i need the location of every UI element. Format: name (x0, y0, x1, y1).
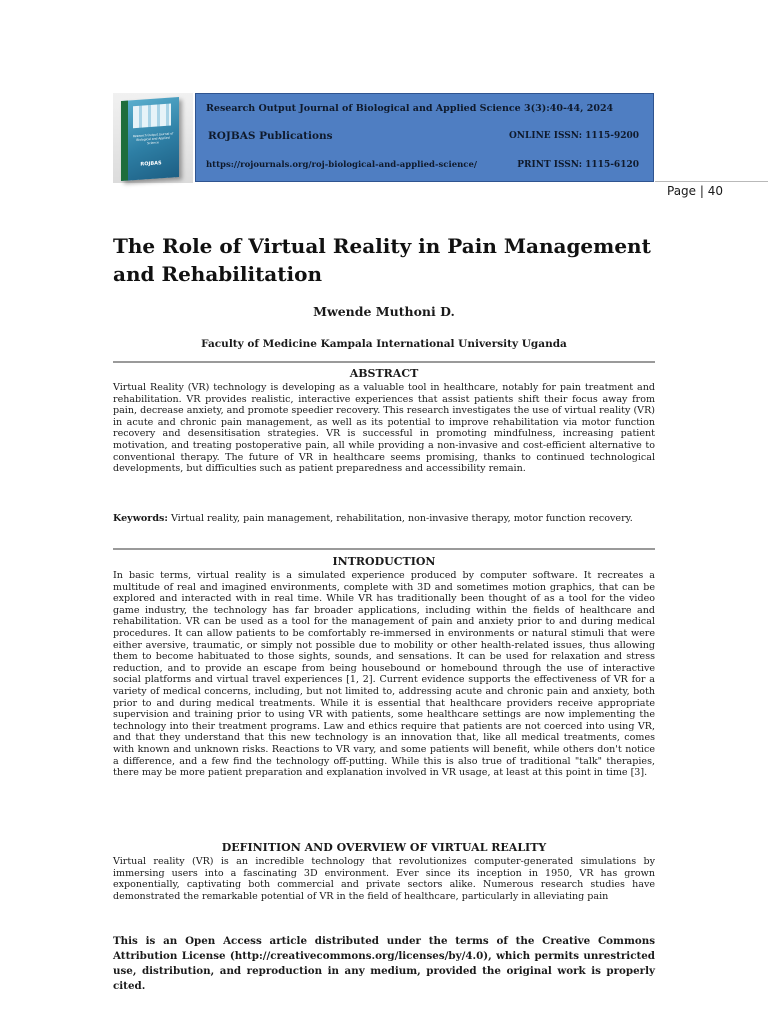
definition-text: Virtual reality (VR) is an incredible technology that revolutionizes computer-generated simulations by immersing users into a fascinating 3D environment. Ever since its inception in 1950, VR has grown exponentially, captivating both commercial and private sectors alike. Numerous research studies have demonstrated the remarkable potential of VR in the field of healthcare, particularly in alleviating pain (113, 856, 655, 902)
publisher-name: ROJBAS Publications (208, 130, 333, 142)
author-affiliation: Faculty of Medicine Kampala International University Uganda (201, 338, 567, 350)
print-issn: PRINT ISSN: 1115-6120 (517, 160, 639, 170)
introduction-heading: INTRODUCTION (332, 555, 436, 568)
page-number-rule (655, 181, 768, 182)
journal-citation: Research Output Journal of Biological and Applied Science 3(3):40-44, 2024 (206, 103, 614, 114)
keywords-line (113, 513, 655, 525)
introduction-text: In basic terms, virtual reality is a simulated experience produced by computer software. It recreates a multitude of real and imagined environments, complete with 3D and sometimes motion graphics, that can be explored and interacted with in real time. While VR has traditionally been thought of as a tool for the video game industry, the technology has far broader applications, including within the fields of healthcare and rehabilitation. VR can be used as a tool for the management of pain and anxiety prior to and during medical procedures. It can allow patients to be comfortably re-immersed in environments or natural stimuli that were either aversive, traumatic, or simply not possible due to mobility or other health-related issues, thus allowing them to become habituated to those sights, sounds, and sensations. It can be used for relaxation and stress reduction, and to provide an escape from being housebound or homebound through the use of interactive social platforms and virtual travel experiences [1, 2]. Current evidence supports the effectiveness of VR for a variety of medical concerns, including, but not limited to, addressing acute and chronic pain and anxiety, both prior to and during medical treatments. While it is essential that healthcare providers receive appropriate supervision and training prior to using VR with patients, some healthcare settings are now implementing the technology into their treatment programs. Law and ethics require that patients are not coerced into using VR, and that they understand that this new technology is an innovation that, like all medical treatments, comes with known and unknown risks. Reactions to VR vary, and some patients will benefit, while others don't notice a difference, and a few find the technology off-putting. While this is also true of traditional "talk" therapies, there may be more patient preparation and explanation involved in VR usage, at least at this point in time [3]. (113, 570, 655, 779)
keywords-text: Virtual reality, pain management, rehabilitation, non-invasive therapy, motor function recovery. (170, 513, 633, 524)
journal-header (195, 93, 654, 182)
online-issn: ONLINE ISSN: 1115-9200 (508, 131, 639, 141)
definition-heading: DEFINITION AND OVERVIEW OF VIRTUAL REALITY (221, 841, 547, 854)
article-title: The Role of Virtual Reality in Pain Management and Rehabilitation (113, 234, 651, 286)
journal-cover-image (113, 93, 193, 183)
abstract-heading: ABSTRACT (349, 367, 419, 380)
book-spine (121, 101, 128, 181)
book-cover-title: Research Output Journal of Biological and Applied Science (132, 131, 174, 146)
keywords-label: Keywords: (113, 513, 168, 524)
divider-top (113, 361, 655, 363)
journal-url-link[interactable]: https://rojournals.org/roj-biological-and-applied-science/ (206, 160, 477, 170)
license-notice: This is an Open Access article distributed under the terms of the Creative Commons Attribution License (http://creativecommons.org/licenses/by/4.0), which permits unrestricted use, distribution, and reproduction in any medium, provided the original work is properly cited. (113, 935, 655, 992)
book-cover (121, 97, 179, 181)
page-number: Page | 40 (667, 184, 723, 198)
book-cover-logo: ROJBAS (140, 160, 162, 168)
abstract-text: Virtual Reality (VR) technology is developing as a valuable tool in healthcare, notably for pain treatment and rehabilitation. VR provides realistic, interactive experiences that assist patients shift their focus away from pain, decrease anxiety, and promote speedier recovery. This research investigates the use of virtual reality (VR) in acute and chronic pain management, as well as its potential to improve rehabilitation via motor function recovery and desensitisation strategies. VR is successful in promoting mindfulness, increasing patient motivation, and treating postoperative pain, all while providing a non-invasive and cost-efficient alternative to conventional therapy. The future of VR in healthcare seems promising, thanks to continued technological developments, but difficulties such as patient preparedness and accessibility remain. (113, 382, 655, 475)
book-cover-graphic (133, 104, 171, 129)
article-author: Mwende Muthoni D. (313, 304, 455, 319)
divider-abstract (113, 548, 655, 550)
